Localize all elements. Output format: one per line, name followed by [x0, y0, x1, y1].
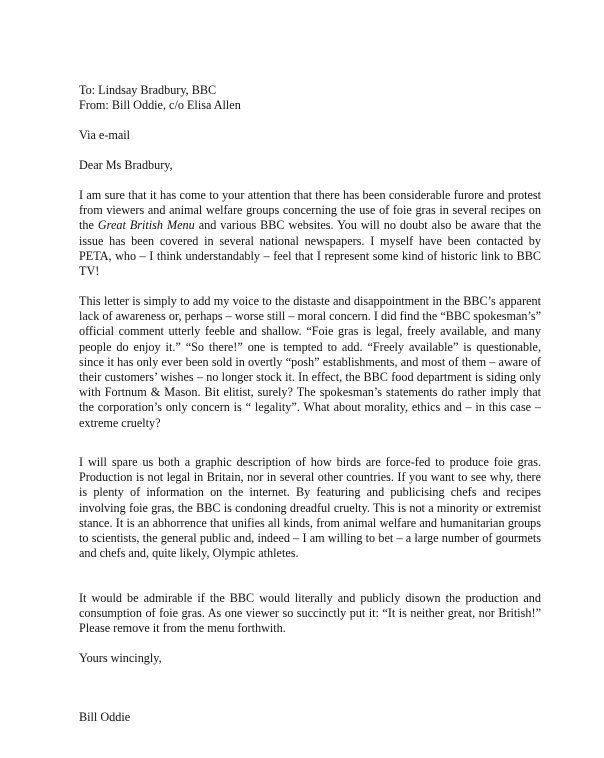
paragraph-1-text [79, 188, 541, 279]
to-line: To: Lindsay Bradbury, BBC [79, 83, 217, 97]
paragraph-1 [79, 188, 541, 279]
paragraph-2-text: This letter is simply to add my voice to the distaste and disappointment in the BBC’s apparent lack of awareness or, perhaps – worse still – moral concern. I did find the “BBC spokesman’s” official comment utterly feeble and shallow. “Foie gras is legal, freely available, and many people do enjoy it.” “So there!” one is tempted to add. “Freely available” is questionable, since it has only ever been sold in overtly “posh” establishments, and most of them – aware of their customers’ wishes – no longer stock it. In effect, the BBC food department is siding only with Fortnum & Mason. Bit elitist, surely? The spokesman’s statements do rather imply that the corporation’s only concern is “ legality”. What about morality, ethics and – in this case – extreme cruelty? [79, 294, 541, 430]
via-line: Via e-mail [79, 128, 131, 142]
closing-line: Yours wincingly, [79, 651, 162, 665]
paragraph-1-part-b: and various BBC websites. You will no doubt also be aware that the issue has been covered in several national newspapers. I myself have been contacted by PETA, who – I think understandably – feel that I represent some kind of historic link to BBC TV! [79, 218, 541, 279]
paragraph-1-part-a: I am sure that it has come to your attention that there has been considerable furore and protest from viewers and animal welfare groups concerning the use of foie gras in several recipes on the [79, 188, 541, 233]
show-title: Great British Menu [97, 218, 195, 233]
paragraph-2 [79, 294, 541, 431]
delivery-method [79, 128, 541, 143]
signature-name: Bill Oddie [79, 710, 131, 724]
closing [79, 651, 541, 666]
salutation [79, 158, 541, 173]
paragraph-4-text: It would be admirable if the BBC would literally and publicly disown the production and consumption of foie gras. As one viewer so succinctly put it: “It is neither great, nor British!” Please remove it from the menu forthwith. [79, 591, 541, 636]
salutation-line: Dear Ms Bradbury, [79, 158, 173, 172]
paragraph-3-text: I will spare us both a graphic description of how birds are force-fed to produce foie gras. Production is not legal in Britain, nor in several other countries. If you want to see why, there is plenty of information on the internet. By featuring and publicising chefs and recipes involving foie gras, the BBC is condoning dreadful cruelty. This is not a minority or extremist stance. It is an abhorrence that unifies all kinds, from animal welfare and humanitarian groups to scientists, the general public and, indeed – I am willing to bet – a large number of gourmets and chefs and, quite likely, Olympic athletes. [79, 455, 541, 561]
address-block [79, 83, 541, 113]
signature [79, 710, 541, 725]
from-line: From: Bill Oddie, c/o Elisa Allen [79, 98, 241, 113]
paragraph-3 [79, 455, 541, 561]
paragraph-4 [79, 591, 541, 637]
